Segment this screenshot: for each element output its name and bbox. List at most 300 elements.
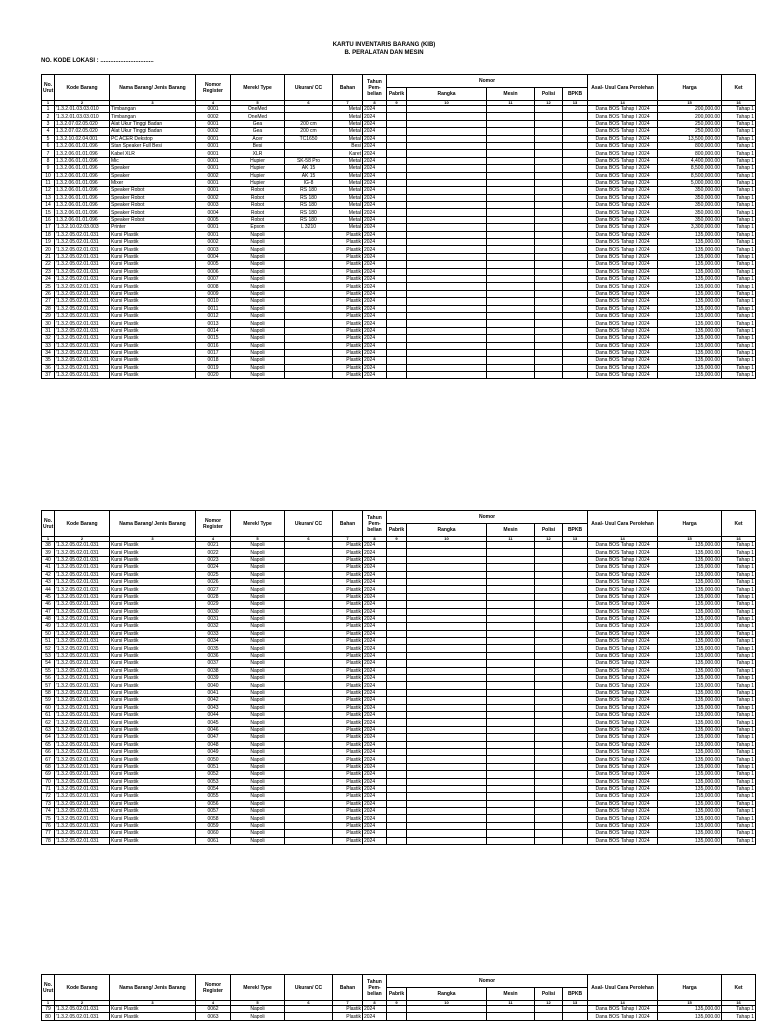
cell-mesin — [487, 638, 535, 645]
cell-kode: '1.3.2.05.02.01.031 — [55, 372, 110, 379]
cell-ukuran — [285, 815, 333, 822]
column-number: 14 — [588, 101, 658, 106]
cell-merek: Napoli — [231, 741, 285, 748]
cell-pabrik — [387, 571, 407, 578]
cell-no: 34 — [42, 349, 55, 356]
cell-pabrik — [387, 283, 407, 290]
cell-harga: 135,000.00 — [658, 549, 722, 556]
cell-pabrik — [387, 349, 407, 356]
cell-register: 0025 — [196, 571, 231, 578]
cell-no: 57 — [42, 682, 55, 689]
cell-harga: 135,000.00 — [658, 571, 722, 578]
cell-kode: '1.3.2.05.02.01.031 — [55, 675, 110, 682]
table-row — [42, 372, 756, 379]
cell-nama: Kursi Plastik — [110, 586, 196, 593]
cell-mesin — [487, 1006, 535, 1013]
cell-merek: Napoli — [231, 586, 285, 593]
cell-bahan: Metal — [333, 120, 363, 127]
cell-bahan: Plastik — [333, 793, 363, 800]
cell-register: 0001 — [196, 179, 231, 186]
cell-ket: Tahap 1 — [722, 756, 756, 763]
cell-ukuran — [285, 327, 333, 334]
cell-nama: Kursi Plastik — [110, 638, 196, 645]
cell-merek: Napoli — [231, 231, 285, 238]
cell-rangka — [407, 571, 487, 578]
cell-rangka — [407, 224, 487, 231]
cell-bpkb — [563, 778, 588, 785]
cell-no: 79 — [42, 1006, 55, 1013]
cell-kode: '1.3.2.05.02.01.031 — [55, 726, 110, 733]
cell-tahun: 2024 — [363, 335, 387, 342]
col-tahun-header: Tahun Pem-belian — [363, 75, 387, 101]
cell-bahan: Plastik — [333, 372, 363, 379]
cell-bahan: Plastik — [333, 305, 363, 312]
cell-nama: Kursi Plastik — [110, 719, 196, 726]
cell-rangka — [407, 682, 487, 689]
cell-rangka — [407, 771, 487, 778]
cell-pabrik — [387, 578, 407, 585]
cell-ket: Tahap 1 — [722, 312, 756, 319]
cell-polisi — [535, 128, 563, 135]
cell-bpkb — [563, 113, 588, 120]
cell-ukuran: IG-8 — [285, 179, 333, 186]
cell-ukuran — [285, 571, 333, 578]
cell-rangka — [407, 830, 487, 837]
cell-polisi — [535, 549, 563, 556]
cell-bpkb — [563, 808, 588, 815]
cell-pabrik — [387, 556, 407, 563]
cell-register: 0056 — [196, 800, 231, 807]
cell-kode: 1.3.2.06.01.01.096 — [55, 179, 110, 186]
cell-pabrik — [387, 275, 407, 282]
cell-no: 28 — [42, 305, 55, 312]
cell-no: 48 — [42, 615, 55, 622]
cell-harga: 200,000.00 — [658, 106, 722, 113]
table-row — [42, 756, 756, 763]
cell-nama: Mic — [110, 157, 196, 164]
cell-mesin — [487, 342, 535, 349]
cell-kode: '1.3.2.05.02.01.031 — [55, 549, 110, 556]
cell-bpkb — [563, 741, 588, 748]
col-asal-header: Asal- Usul Cara Perolehan — [588, 975, 658, 1001]
cell-polisi — [535, 357, 563, 364]
cell-ukuran — [285, 364, 333, 371]
cell-ket: Tahap 1 — [722, 239, 756, 246]
cell-no: 23 — [42, 268, 55, 275]
cell-bahan: Plastik — [333, 290, 363, 297]
cell-merek: Napoli — [231, 793, 285, 800]
table-row — [42, 763, 756, 770]
cell-bahan: Plastik — [333, 593, 363, 600]
cell-mesin — [487, 800, 535, 807]
cell-nama: Kursi Plastik — [110, 556, 196, 563]
cell-nama: Kursi Plastik — [110, 261, 196, 268]
cell-bpkb — [563, 135, 588, 142]
cell-ket: Tahap 1 — [722, 253, 756, 260]
cell-rangka — [407, 652, 487, 659]
cell-register: 0001 — [196, 106, 231, 113]
cell-tahun: 2024 — [363, 150, 387, 157]
col-nama-header: Nama Barang/ Jenis Barang — [110, 511, 196, 537]
cell-pabrik — [387, 704, 407, 711]
cell-kode: '1.3.2.05.02.01.031 — [55, 793, 110, 800]
cell-bahan: Metal — [333, 113, 363, 120]
cell-asal: Dana BOS Tahap I 2024 — [588, 549, 658, 556]
cell-asal: Dana BOS Tahap I 2024 — [588, 179, 658, 186]
cell-merek: Napoli — [231, 342, 285, 349]
cell-rangka — [407, 578, 487, 585]
cell-merek: Napoli — [231, 638, 285, 645]
cell-merek: Napoli — [231, 808, 285, 815]
cell-merek: Hupier — [231, 157, 285, 164]
cell-kode: '1.3.2.05.02.01.031 — [55, 320, 110, 327]
cell-bahan: Plastik — [333, 268, 363, 275]
cell-merek: Napoli — [231, 682, 285, 689]
cell-mesin — [487, 615, 535, 622]
cell-harga: 135,000.00 — [658, 593, 722, 600]
cell-bpkb — [563, 542, 588, 549]
cell-harga: 135,000.00 — [658, 800, 722, 807]
table-row — [42, 837, 756, 844]
table-row — [42, 675, 756, 682]
table-row — [42, 586, 756, 593]
cell-pabrik — [387, 157, 407, 164]
table-row — [42, 209, 756, 216]
cell-nama: Printer — [110, 224, 196, 231]
cell-bahan: Plastik — [333, 1006, 363, 1013]
cell-ukuran — [285, 822, 333, 829]
cell-register: 0005 — [196, 261, 231, 268]
cell-tahun: 2024 — [363, 564, 387, 571]
cell-tahun: 2024 — [363, 741, 387, 748]
cell-mesin — [487, 320, 535, 327]
cell-bpkb — [563, 106, 588, 113]
cell-polisi — [535, 697, 563, 704]
cell-ukuran — [285, 253, 333, 260]
cell-merek: Napoli — [231, 615, 285, 622]
cell-harga: 135,000.00 — [658, 364, 722, 371]
column-number: 10 — [407, 101, 487, 106]
cell-no: 41 — [42, 564, 55, 571]
cell-bahan: Plastik — [333, 711, 363, 718]
cell-bahan: Plastik — [333, 697, 363, 704]
cell-ket: Tahap 1 — [722, 261, 756, 268]
cell-asal: Dana BOS Tahap I 2024 — [588, 194, 658, 201]
cell-bpkb — [563, 682, 588, 689]
cell-bpkb — [563, 771, 588, 778]
cell-mesin — [487, 305, 535, 312]
cell-kode: '1.3.2.05.02.01.031 — [55, 778, 110, 785]
cell-harga: 135,000.00 — [658, 660, 722, 667]
cell-ukuran: SK-58 Pro — [285, 157, 333, 164]
column-number: 11 — [487, 537, 535, 542]
cell-asal: Dana BOS Tahap I 2024 — [588, 128, 658, 135]
cell-polisi — [535, 364, 563, 371]
cell-merek: Hupier — [231, 165, 285, 172]
cell-bahan: Plastik — [333, 689, 363, 696]
cell-mesin — [487, 586, 535, 593]
cell-asal: Dana BOS Tahap I 2024 — [588, 231, 658, 238]
cell-polisi — [535, 771, 563, 778]
cell-asal: Dana BOS Tahap I 2024 — [588, 120, 658, 127]
cell-pabrik — [387, 142, 407, 149]
cell-nama: Speaker Robot — [110, 202, 196, 209]
cell-asal: Dana BOS Tahap I 2024 — [588, 335, 658, 342]
cell-rangka — [407, 283, 487, 290]
cell-rangka — [407, 135, 487, 142]
cell-rangka — [407, 305, 487, 312]
cell-harga: 800,000.00 — [658, 142, 722, 149]
cell-register: 0032 — [196, 623, 231, 630]
cell-no: 45 — [42, 593, 55, 600]
cell-pabrik — [387, 645, 407, 652]
col-asal-header: Asal- Usul Cara Perolehan — [588, 511, 658, 537]
cell-merek: Gea — [231, 120, 285, 127]
cell-polisi — [535, 682, 563, 689]
cell-register: 0001 — [196, 224, 231, 231]
cell-no: 76 — [42, 822, 55, 829]
cell-bahan: Plastik — [333, 682, 363, 689]
cell-pabrik — [387, 615, 407, 622]
cell-ukuran — [285, 1013, 333, 1020]
table-row — [42, 165, 756, 172]
cell-tahun: 2024 — [363, 771, 387, 778]
cell-nama: Timbangan — [110, 106, 196, 113]
cell-ukuran: RS 180 — [285, 216, 333, 223]
cell-register: 0026 — [196, 578, 231, 585]
cell-ukuran — [285, 372, 333, 379]
cell-ukuran — [285, 645, 333, 652]
cell-bahan: Plastik — [333, 335, 363, 342]
cell-register: 0052 — [196, 771, 231, 778]
cell-register: 0024 — [196, 564, 231, 571]
cell-tahun: 2024 — [363, 290, 387, 297]
cell-ket: Tahap 1 — [722, 209, 756, 216]
cell-tahun: 2024 — [363, 327, 387, 334]
cell-tahun: 2024 — [363, 697, 387, 704]
cell-ket: Tahap 1 — [722, 150, 756, 157]
cell-ket: Tahap 1 — [722, 593, 756, 600]
cell-register: 0019 — [196, 364, 231, 371]
cell-register: 0001 — [196, 142, 231, 149]
col-bahan-header: Bahan — [333, 511, 363, 537]
cell-bahan: Plastik — [333, 231, 363, 238]
cell-rangka — [407, 615, 487, 622]
cell-merek: Napoli — [231, 239, 285, 246]
cell-harga: 135,000.00 — [658, 689, 722, 696]
table-row — [42, 645, 756, 652]
cell-merek: Besi — [231, 142, 285, 149]
cell-ukuran — [285, 689, 333, 696]
cell-ukuran — [285, 320, 333, 327]
cell-no: 39 — [42, 549, 55, 556]
cell-bpkb — [563, 630, 588, 637]
cell-pabrik — [387, 372, 407, 379]
cell-tahun: 2024 — [363, 830, 387, 837]
cell-bahan: Plastik — [333, 327, 363, 334]
cell-polisi — [535, 571, 563, 578]
column-number: 7 — [333, 1001, 363, 1006]
cell-polisi — [535, 564, 563, 571]
cell-ket: Tahap 1 — [722, 1006, 756, 1013]
cell-mesin — [487, 630, 535, 637]
col-nomor-group-header: Nomor — [387, 75, 588, 88]
cell-harga: 350,000.00 — [658, 216, 722, 223]
cell-nama: Kursi Plastik — [110, 305, 196, 312]
cell-bahan: Plastik — [333, 785, 363, 792]
col-no-header: No. Urut — [42, 975, 55, 1001]
cell-bahan: Plastik — [333, 364, 363, 371]
cell-rangka — [407, 150, 487, 157]
cell-harga: 135,000.00 — [658, 630, 722, 637]
cell-ukuran — [285, 113, 333, 120]
cell-no: 37 — [42, 372, 55, 379]
cell-register: 0027 — [196, 586, 231, 593]
cell-harga: 135,000.00 — [658, 837, 722, 844]
cell-ukuran — [285, 593, 333, 600]
cell-asal: Dana BOS Tahap I 2024 — [588, 800, 658, 807]
col-bpkb-header: BPKB — [563, 88, 588, 101]
cell-register: 0022 — [196, 549, 231, 556]
cell-register: 0028 — [196, 593, 231, 600]
cell-rangka — [407, 357, 487, 364]
cell-ket: Tahap 1 — [722, 372, 756, 379]
cell-merek: Napoli — [231, 689, 285, 696]
cell-harga: 135,000.00 — [658, 261, 722, 268]
cell-kode: '1.3.2.05.02.01.031 — [55, 275, 110, 282]
cell-harga: 350,000.00 — [658, 209, 722, 216]
cell-rangka — [407, 601, 487, 608]
col-ket-header: Ket — [722, 75, 756, 101]
cell-rangka — [407, 630, 487, 637]
cell-polisi — [535, 165, 563, 172]
cell-ket: Tahap 1 — [722, 224, 756, 231]
cell-nama: Kursi Plastik — [110, 689, 196, 696]
cell-bahan: Plastik — [333, 748, 363, 755]
cell-polisi — [535, 808, 563, 815]
cell-bpkb — [563, 224, 588, 231]
cell-mesin — [487, 571, 535, 578]
cell-pabrik — [387, 793, 407, 800]
col-bpkb-header: BPKB — [563, 988, 588, 1001]
cell-tahun: 2024 — [363, 172, 387, 179]
cell-kode: '1.3.2.10.02.03.003 — [55, 224, 110, 231]
cell-asal: Dana BOS Tahap I 2024 — [588, 822, 658, 829]
cell-pabrik — [387, 800, 407, 807]
cell-register: 0049 — [196, 748, 231, 755]
cell-no: 6 — [42, 142, 55, 149]
cell-ket: Tahap 1 — [722, 542, 756, 549]
cell-register: 0037 — [196, 660, 231, 667]
cell-rangka — [407, 298, 487, 305]
cell-kode: '1.3.2.05.02.01.031 — [55, 556, 110, 563]
cell-tahun: 2024 — [363, 763, 387, 770]
cell-kode: '1.3.2.05.02.01.031 — [55, 364, 110, 371]
cell-ukuran — [285, 578, 333, 585]
cell-pabrik — [387, 756, 407, 763]
cell-harga: 135,000.00 — [658, 793, 722, 800]
cell-rangka — [407, 542, 487, 549]
cell-no: 43 — [42, 578, 55, 585]
cell-register: 0002 — [196, 239, 231, 246]
cell-harga: 5,000,000.00 — [658, 179, 722, 186]
cell-polisi — [535, 194, 563, 201]
cell-bahan: Plastik — [333, 667, 363, 674]
cell-polisi — [535, 275, 563, 282]
cell-no: 17 — [42, 224, 55, 231]
cell-no: 60 — [42, 704, 55, 711]
cell-mesin — [487, 128, 535, 135]
cell-harga: 200,000.00 — [658, 113, 722, 120]
cell-harga: 135,000.00 — [658, 1006, 722, 1013]
table-row — [42, 179, 756, 186]
cell-bpkb — [563, 150, 588, 157]
cell-ukuran — [285, 763, 333, 770]
cell-bpkb — [563, 142, 588, 149]
table-row — [42, 830, 756, 837]
cell-asal: Dana BOS Tahap I 2024 — [588, 320, 658, 327]
col-register-header: Nomor Register — [196, 511, 231, 537]
cell-harga: 135,000.00 — [658, 652, 722, 659]
cell-polisi — [535, 142, 563, 149]
cell-bahan: Plastik — [333, 357, 363, 364]
cell-harga: 135,000.00 — [658, 275, 722, 282]
cell-ukuran — [285, 542, 333, 549]
cell-rangka — [407, 608, 487, 615]
table-row — [42, 150, 756, 157]
cell-bahan: Metal — [333, 157, 363, 164]
cell-merek: Napoli — [231, 593, 285, 600]
cell-rangka — [407, 261, 487, 268]
cell-nama: Kursi Plastik — [110, 815, 196, 822]
cell-tahun: 2024 — [363, 268, 387, 275]
cell-pabrik — [387, 268, 407, 275]
cell-ket: Tahap 1 — [722, 771, 756, 778]
cell-harga: 250,000.00 — [658, 128, 722, 135]
cell-rangka — [407, 660, 487, 667]
cell-ukuran: RS 180 — [285, 194, 333, 201]
cell-kode: '1.3.2.05.02.01.031 — [55, 357, 110, 364]
cell-rangka — [407, 165, 487, 172]
cell-no: 36 — [42, 364, 55, 371]
cell-ket: Tahap 1 — [722, 120, 756, 127]
cell-merek: Napoli — [231, 372, 285, 379]
cell-nama: Alat Ukur Tinggi Badan — [110, 120, 196, 127]
col-bahan-header: Bahan — [333, 75, 363, 101]
table-row — [42, 357, 756, 364]
cell-pabrik — [387, 150, 407, 157]
cell-register: 0020 — [196, 372, 231, 379]
cell-kode: '1.3.2.05.02.01.031 — [55, 564, 110, 571]
cell-bahan: Plastik — [333, 719, 363, 726]
cell-harga: 135,000.00 — [658, 815, 722, 822]
cell-bpkb — [563, 571, 588, 578]
cell-rangka — [407, 837, 487, 844]
cell-bahan: Plastik — [333, 556, 363, 563]
col-rangka-header: Rangka — [407, 524, 487, 537]
cell-pabrik — [387, 608, 407, 615]
cell-no: 68 — [42, 763, 55, 770]
cell-ket: Tahap 1 — [722, 734, 756, 741]
cell-tahun: 2024 — [363, 711, 387, 718]
cell-kode: '1.3.2.05.02.01.031 — [55, 305, 110, 312]
cell-no: 4 — [42, 128, 55, 135]
col-nomor-group-header: Nomor — [387, 975, 588, 988]
cell-asal: Dana BOS Tahap I 2024 — [588, 756, 658, 763]
cell-register: 0054 — [196, 785, 231, 792]
cell-tahun: 2024 — [363, 652, 387, 659]
cell-tahun: 2024 — [363, 372, 387, 379]
